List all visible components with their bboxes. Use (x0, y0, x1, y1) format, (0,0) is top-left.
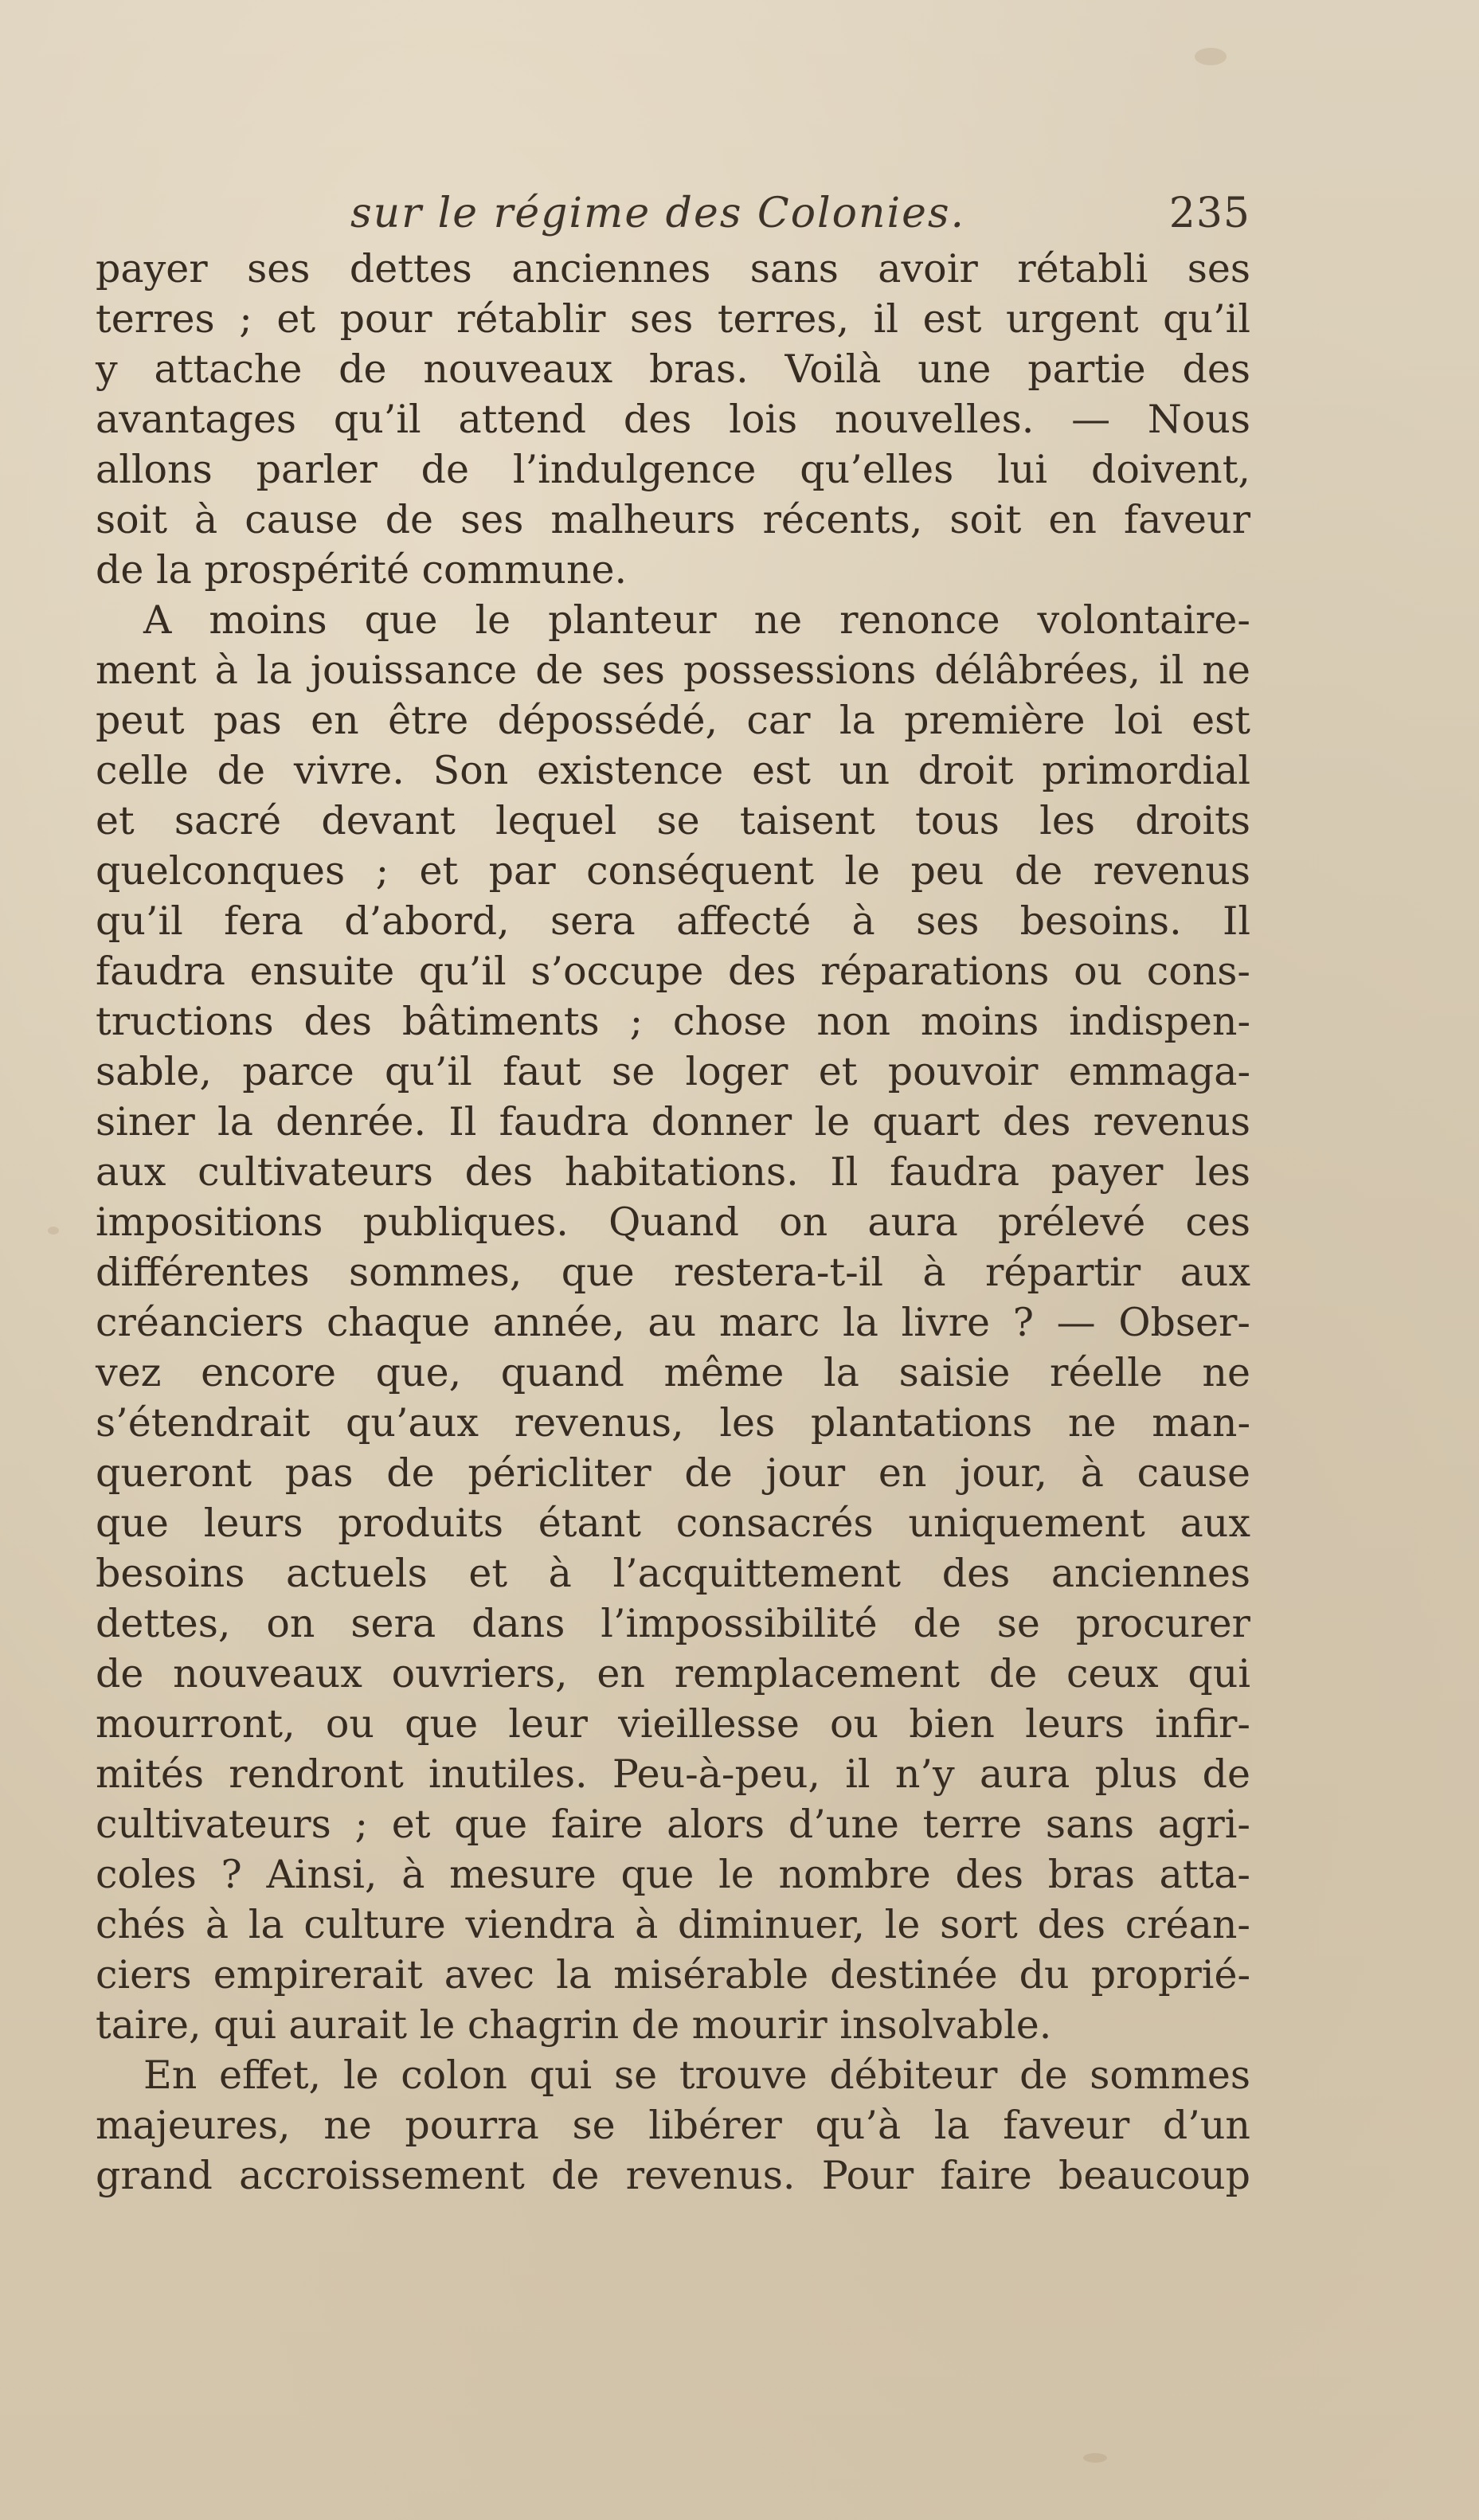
page-number: 235 (1168, 190, 1250, 237)
text-line: besoins actuels et à l’acquittement des anciennes (96, 1551, 1250, 1596)
text-line: coles ? Ainsi, à mesure que le nombre des bras atta- (96, 1852, 1250, 1897)
text-line: tructions des bâtiments ; chose non moins indispen- (96, 999, 1250, 1044)
text-line: y attache de nouveaux bras. Voilà une partie des (96, 346, 1250, 392)
text-line: cultivateurs ; et que faire alors d’une terre sans agri- (96, 1802, 1250, 1847)
text-line: mités rendront inutiles. Peu-à-peu, il n’y aura plus de (96, 1751, 1250, 1797)
text-line: de la prospérité commune. (96, 547, 628, 593)
text-line: soit à cause de ses malheurs récents, soit en faveur (96, 497, 1250, 542)
text-line: celle de vivre. Son existence est un droit primordial (96, 748, 1250, 793)
text-line: payer ses dettes anciennes sans avoir rétabli ses (96, 246, 1250, 292)
text-line: En effet, le colon qui se trouve débiteur de sommes (143, 2052, 1250, 2098)
text-line: différentes sommes, que restera-t-il à répartir aux (96, 1250, 1250, 1295)
text-line: terres ; et pour rétablir ses terres, il est urgent qu’il (96, 296, 1250, 342)
text-line: impositions publiques. Quand on aura prélevé ces (96, 1199, 1250, 1245)
text-line: allons parler de l’indulgence qu’elles lui doivent, (96, 447, 1250, 492)
text-line: créanciers chaque année, au marc la livre ? — Obser- (96, 1300, 1250, 1345)
text-line: majeures, ne pourra se libérer qu’à la faveur d’un (96, 2103, 1250, 2148)
text-line: siner la denrée. Il faudra donner le quart des revenus (96, 1099, 1250, 1145)
running-title: sur le régime des Colonies. (350, 190, 966, 237)
text-line: dettes, on sera dans l’impossibilité de se procurer (96, 1601, 1250, 1646)
text-line: sable, parce qu’il faut se loger et pouvoir emmaga- (96, 1049, 1250, 1094)
text-line: qu’il fera d’abord, sera affecté à ses besoins. Il (96, 898, 1250, 944)
body-text (96, 244, 1250, 2201)
text-line: et sacré devant lequel se taisent tous les droits (96, 798, 1250, 843)
paper-stain (1083, 2453, 1107, 2463)
text-line: peut pas en être dépossédé, car la première loi est (96, 698, 1250, 743)
text-line: chés à la culture viendra à diminuer, le sort des créan- (96, 1902, 1250, 1947)
text-line: aux cultivateurs des habitations. Il faudra payer les (96, 1149, 1250, 1195)
text-line: A moins que le planteur ne renonce volontaire- (143, 597, 1250, 643)
text-line: taire, qui aurait le chagrin de mourir insolvable. (96, 2002, 1052, 2048)
text-line: de nouveaux ouvriers, en remplacement de ceux qui (96, 1651, 1250, 1696)
text-line: vez encore que, quand même la saisie réelle ne (96, 1350, 1250, 1395)
text-line: quelconques ; et par conséquent le peu de revenus (96, 848, 1250, 894)
text-line: ciers empirerait avec la misérable destinée du proprié- (96, 1952, 1250, 1998)
text-line: grand accroissement de revenus. Pour faire beaucoup (96, 2153, 1250, 2198)
text-line: que leurs produits étant consacrés uniquement aux (96, 1501, 1250, 1546)
text-line: s’étendrait qu’aux revenus, les plantations ne man- (96, 1400, 1250, 1446)
text-line: avantages qu’il attend des lois nouvelles. — Nous (96, 397, 1250, 442)
text-line: ment à la jouissance de ses possessions délâbrées, il ne (96, 648, 1250, 693)
text-line: faudra ensuite qu’il s’occupe des réparations ou cons- (96, 949, 1250, 994)
text-line: queront pas de péricliter de jour en jour, à cause (96, 1450, 1250, 1496)
paper-stain (48, 1227, 59, 1235)
text-line: mourront, ou que leur vieillesse ou bien leurs infir- (96, 1701, 1250, 1747)
paper-stain (1195, 48, 1227, 65)
